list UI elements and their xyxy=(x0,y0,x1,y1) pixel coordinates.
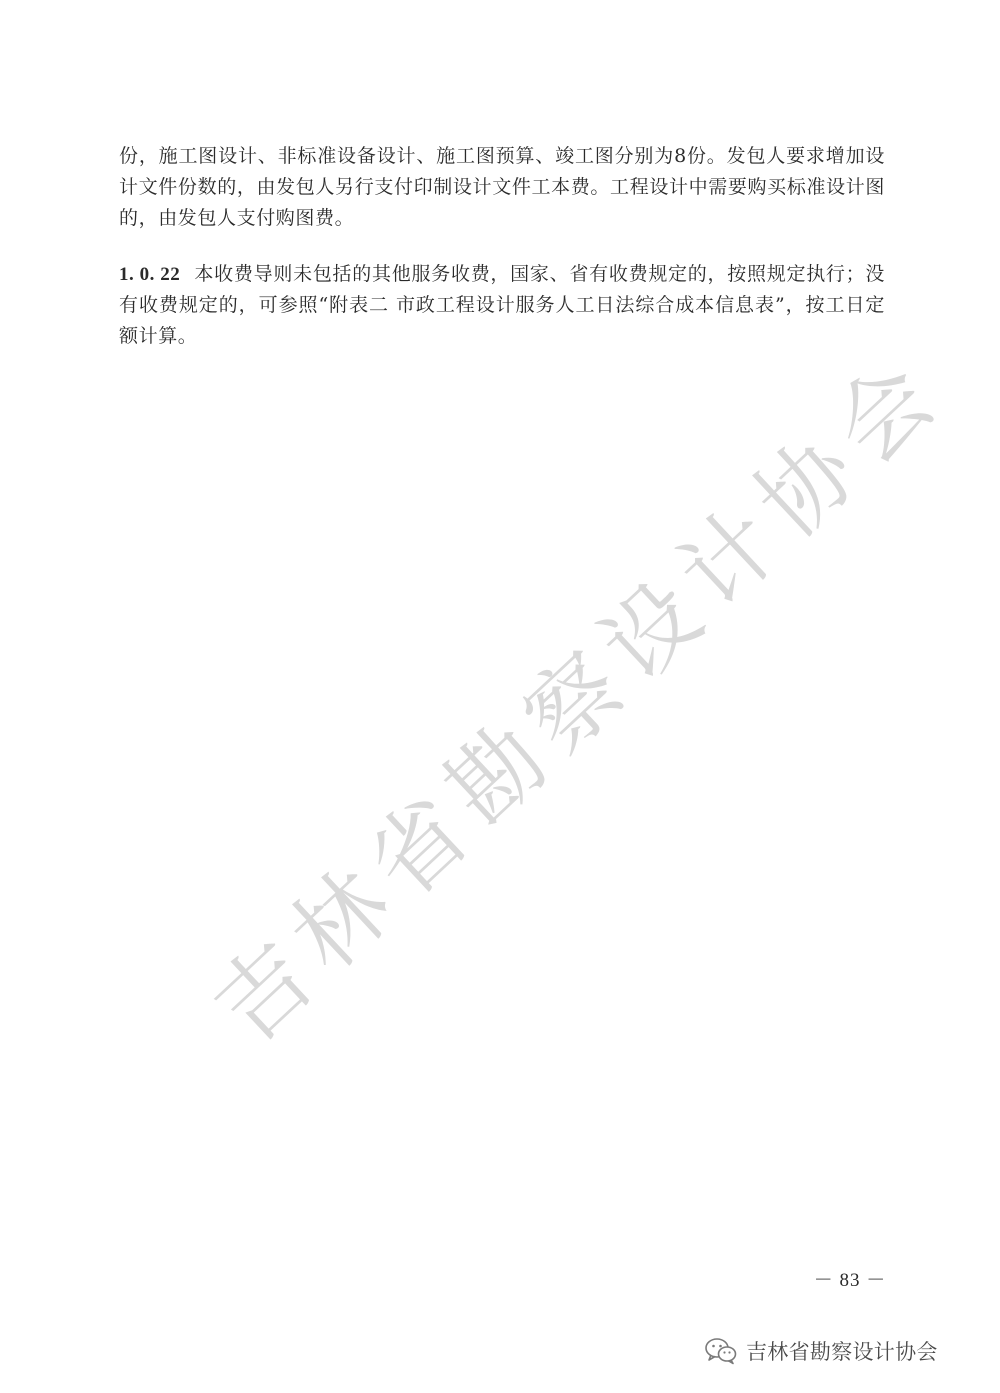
page-number: － 83 － xyxy=(813,1270,887,1291)
clause-1-0-22 xyxy=(119,259,885,352)
paragraph-continuation xyxy=(119,141,885,234)
watermark-text: 吉林省勘察设计协会 xyxy=(193,334,965,1064)
wechat-icon xyxy=(704,1337,738,1365)
paragraph-text: 份，施工图设计、非标准设备设计、施工图预算、竣工图分别为8份。发包人要求增加设计文件份数的，由发包人另行支付印制设计文件工本费。工程设计中需要购买标准设计图的，由发包人支付购图费。 xyxy=(119,145,885,229)
clause-number: 1. 0. 22 xyxy=(119,264,181,285)
source-name: 吉林省勘察设计协会 xyxy=(746,1340,938,1364)
clause-text: 本收费导则未包括的其他服务收费，国家、省有收费规定的，按照规定执行；没有收费规定的，可参照“附表二 市政工程设计服务人工日法综合成本信息表”，按工日定额计算。 xyxy=(119,263,885,347)
source-attribution[interactable] xyxy=(704,1334,938,1368)
